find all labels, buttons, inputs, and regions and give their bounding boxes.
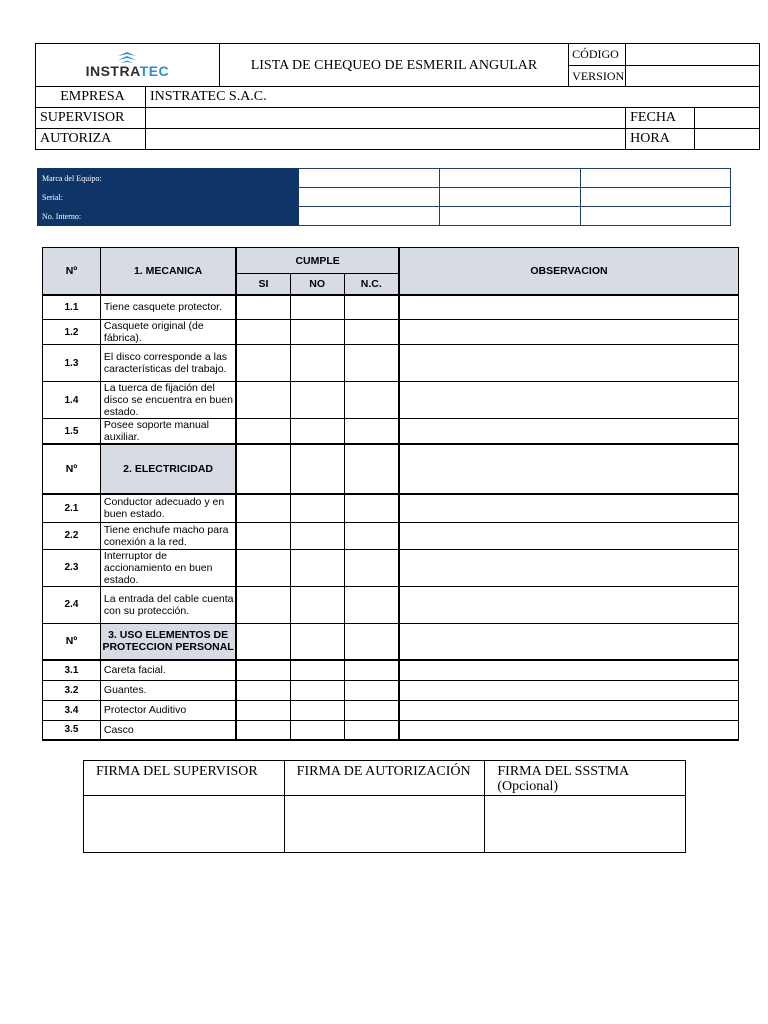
supervisor-label: SUPERVISOR <box>36 108 146 129</box>
instratec-logo <box>86 51 170 79</box>
si-cell[interactable] <box>236 494 290 522</box>
logo-cell <box>36 44 220 87</box>
firma-ssstma-field[interactable] <box>485 796 686 853</box>
col-nc-header: N.C. <box>344 274 399 295</box>
observacion-cell[interactable] <box>399 419 738 445</box>
table-row <box>43 419 739 445</box>
item-description: El disco corresponde a las características del trabajo. <box>100 345 236 382</box>
si-cell[interactable] <box>236 419 290 445</box>
observacion-cell[interactable] <box>399 549 738 586</box>
no-cell[interactable] <box>290 522 344 549</box>
observacion-cell[interactable] <box>399 522 738 549</box>
no-cell[interactable] <box>290 549 344 586</box>
item-description: Casquete original (de fábrica). <box>100 320 236 345</box>
firma-autorizacion-label: FIRMA DE AUTORIZACIÓN <box>284 761 485 796</box>
nc-cell[interactable] <box>344 320 399 345</box>
si-cell[interactable] <box>236 295 290 320</box>
marca-field-3[interactable] <box>580 169 730 188</box>
nc-cell[interactable] <box>344 549 399 586</box>
item-description: Protector Auditivo <box>100 700 236 720</box>
item-number: 2.2 <box>43 522 101 549</box>
item-description: La tuerca de fijación del disco se encuentra en buen estado. <box>100 382 236 419</box>
item-description: La entrada del cable cuenta con su protección. <box>100 586 236 623</box>
item-number: 2.4 <box>43 586 101 623</box>
no-cell[interactable] <box>290 586 344 623</box>
table-row <box>43 382 739 419</box>
table-row <box>43 586 739 623</box>
firma-autorizacion-field[interactable] <box>284 796 485 853</box>
nc-cell[interactable] <box>344 345 399 382</box>
item-description: Conductor adecuado y en buen estado. <box>100 494 236 522</box>
nc-cell[interactable] <box>344 586 399 623</box>
si-cell[interactable] <box>236 522 290 549</box>
section-title-mecanica: 1. MECANICA <box>100 248 236 295</box>
si-cell[interactable] <box>236 660 290 680</box>
observacion-cell[interactable] <box>399 700 738 720</box>
si-cell[interactable] <box>236 680 290 700</box>
si-cell[interactable] <box>236 700 290 720</box>
autoriza-field[interactable] <box>145 129 625 150</box>
item-description: Casco <box>100 720 236 740</box>
table-row <box>43 494 739 522</box>
no-cell[interactable] <box>290 320 344 345</box>
item-description: Guantes. <box>100 680 236 700</box>
serial-field-2[interactable] <box>439 188 580 207</box>
observacion-cell[interactable] <box>399 680 738 700</box>
no-cell[interactable] <box>290 680 344 700</box>
marca-label: Marca del Equipo: <box>38 169 299 188</box>
marca-field-2[interactable] <box>439 169 580 188</box>
interno-field-1[interactable] <box>299 207 439 226</box>
serial-field-1[interactable] <box>299 188 439 207</box>
firma-supervisor-field[interactable] <box>84 796 285 853</box>
section-title-epp: 3. USO ELEMENTOS DE PROTECCION PERSONAL <box>100 623 236 660</box>
col-cumple-header: CUMPLE <box>236 248 399 274</box>
hora-field[interactable] <box>695 129 760 150</box>
no-cell[interactable] <box>290 382 344 419</box>
item-number: 1.4 <box>43 382 101 419</box>
nc-cell[interactable] <box>344 295 399 320</box>
nc-cell[interactable] <box>344 720 399 740</box>
nc-cell[interactable] <box>344 419 399 445</box>
item-description: Tiene casquete protector. <box>100 295 236 320</box>
nc-cell[interactable] <box>344 700 399 720</box>
section-num-label: Nº <box>43 444 101 494</box>
nc-cell[interactable] <box>344 660 399 680</box>
no-cell[interactable] <box>290 700 344 720</box>
firma-ssstma-title: FIRMA DEL SSSTMA <box>497 764 630 779</box>
item-description: Careta facial. <box>100 660 236 680</box>
fecha-field[interactable] <box>695 108 760 129</box>
firma-supervisor-label: FIRMA DEL SUPERVISOR <box>84 761 285 796</box>
supervisor-field[interactable] <box>145 108 625 129</box>
si-cell[interactable] <box>236 382 290 419</box>
table-row <box>43 320 739 345</box>
item-number: 1.1 <box>43 295 101 320</box>
observacion-cell[interactable] <box>399 382 738 419</box>
codigo-value[interactable] <box>626 44 760 66</box>
observacion-cell[interactable] <box>399 494 738 522</box>
item-description: Interruptor de accionamiento en buen estado. <box>100 549 236 586</box>
firma-ssstma-note: (Opcional) <box>497 779 559 794</box>
hora-label: HORA <box>626 129 695 150</box>
col-observacion-header: OBSERVACION <box>399 248 738 295</box>
si-cell[interactable] <box>236 586 290 623</box>
no-cell[interactable] <box>290 345 344 382</box>
table-row <box>43 295 739 320</box>
nc-cell[interactable] <box>344 680 399 700</box>
table-row <box>43 549 739 586</box>
no-cell[interactable] <box>290 494 344 522</box>
col-si-header: SI <box>236 274 290 295</box>
signatures-table <box>83 760 686 853</box>
item-number: 1.3 <box>43 345 101 382</box>
empresa-value: INSTRATEC S.A.C. <box>145 87 759 108</box>
nc-cell[interactable] <box>344 494 399 522</box>
table-row <box>43 680 739 700</box>
item-number: 3.4 <box>43 700 101 720</box>
autoriza-label: AUTORIZA <box>36 129 146 150</box>
empresa-label: EMPRESA <box>36 87 146 108</box>
observacion-cell[interactable] <box>399 660 738 680</box>
serial-label: Serial: <box>38 188 299 207</box>
section-header-row <box>43 444 739 494</box>
item-number: 1.2 <box>43 320 101 345</box>
version-label: VERSION <box>569 66 626 87</box>
item-number: 3.5 <box>43 720 101 740</box>
interno-field-2[interactable] <box>439 207 580 226</box>
item-number: 2.1 <box>43 494 101 522</box>
interno-field-3[interactable] <box>580 207 730 226</box>
section-header-row <box>43 623 739 660</box>
item-number: 1.5 <box>43 419 101 445</box>
no-cell[interactable] <box>290 295 344 320</box>
logo-text-tec: TEC <box>139 63 170 79</box>
no-cell[interactable] <box>290 660 344 680</box>
section-title-electricidad: 2. ELECTRICIDAD <box>100 444 236 494</box>
header-table <box>35 43 760 150</box>
si-cell[interactable] <box>236 549 290 586</box>
observacion-cell[interactable] <box>399 320 738 345</box>
table-row <box>43 700 739 720</box>
observacion-cell[interactable] <box>399 586 738 623</box>
si-cell[interactable] <box>236 320 290 345</box>
observacion-cell[interactable] <box>399 295 738 320</box>
si-cell[interactable] <box>236 345 290 382</box>
item-description: Tiene enchufe macho para conexión a la red. <box>100 522 236 549</box>
item-description: Posee soporte manual auxiliar. <box>100 419 236 445</box>
equipment-table <box>37 168 731 226</box>
no-cell[interactable] <box>290 720 344 740</box>
fecha-label: FECHA <box>626 108 695 129</box>
section-num-label: Nº <box>43 623 101 660</box>
col-no-header: NO <box>290 274 344 295</box>
serial-field-3[interactable] <box>580 188 730 207</box>
item-number: 3.1 <box>43 660 101 680</box>
col-num-header: Nº <box>43 248 101 295</box>
observacion-cell[interactable] <box>399 345 738 382</box>
checklist-table <box>42 247 739 741</box>
observacion-cell[interactable] <box>399 720 738 740</box>
item-number: 2.3 <box>43 549 101 586</box>
codigo-label: CÓDIGO <box>569 44 626 66</box>
si-cell[interactable] <box>236 720 290 740</box>
no-cell[interactable] <box>290 419 344 445</box>
version-value[interactable] <box>626 66 760 87</box>
table-row <box>43 660 739 680</box>
interno-label: No. Interno: <box>38 207 299 226</box>
table-row <box>43 345 739 382</box>
nc-cell[interactable] <box>344 522 399 549</box>
marca-field-1[interactable] <box>299 169 439 188</box>
firma-ssstma-label <box>485 761 686 796</box>
table-row <box>43 522 739 549</box>
nc-cell[interactable] <box>344 382 399 419</box>
logo-text-instra: INSTRA <box>85 63 140 79</box>
item-number: 3.2 <box>43 680 101 700</box>
document-title: LISTA DE CHEQUEO DE ESMERIL ANGULAR <box>219 44 568 87</box>
table-row <box>43 720 739 740</box>
